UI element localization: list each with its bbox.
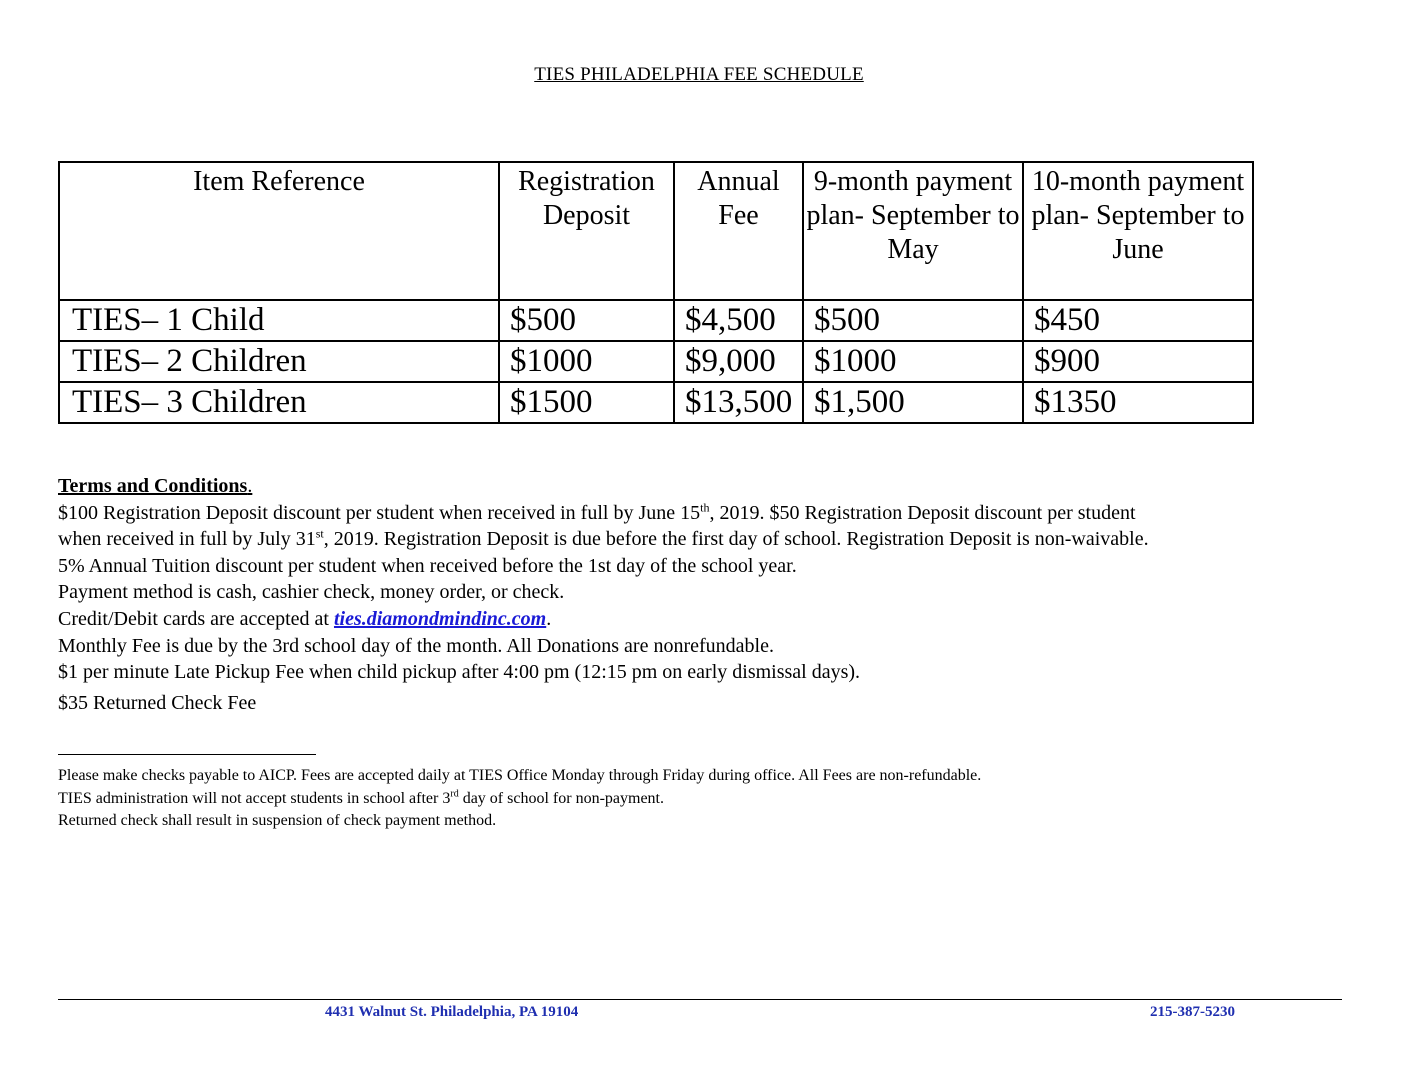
header-item-reference: Item Reference <box>59 162 499 300</box>
fee-table <box>58 161 1254 424</box>
terms-line-3: 5% Annual Tuition discount per student when received before the 1st day of the school year. <box>58 554 797 577</box>
terms-line-1 <box>58 500 1348 527</box>
cell-10-month: $450 <box>1023 300 1253 341</box>
footnote-line-2 <box>58 788 981 811</box>
superscript: th <box>700 499 710 514</box>
terms-text: Credit/Debit cards are accepted at <box>58 607 334 630</box>
footnote-divider <box>58 754 316 755</box>
table-row <box>59 382 1253 423</box>
header-9-month-plan: 9-month payment plan- September to May <box>803 162 1023 300</box>
terms-line-7: $1 per minute Late Pickup Fee when child pickup after 4:00 pm (12:15 pm on early dismissal days). <box>58 661 861 684</box>
cell-registration-deposit: $500 <box>499 300 674 341</box>
footnote-text: TIES administration will not accept students in school after 3 <box>58 789 451 807</box>
cell-item: TIES– 2 Children <box>59 341 499 382</box>
table-row <box>59 300 1253 341</box>
cell-10-month: $1350 <box>1023 382 1253 423</box>
header-annual-fee: Annual Fee <box>674 162 803 300</box>
footer-phone: 215-387-5230 <box>1150 1004 1235 1020</box>
cell-9-month: $500 <box>803 300 1023 341</box>
returned-check-fee: $35 Returned Check Fee <box>58 692 257 714</box>
terms-line-6: Monthly Fee is due by the 3rd school day of the month. All Donations are nonrefundable. <box>58 634 774 657</box>
terms-heading-line <box>58 473 1348 500</box>
footer-address: 4431 Walnut St. Philadelphia, PA 19104 <box>325 1004 579 1020</box>
cell-10-month: $900 <box>1023 341 1253 382</box>
terms-text: , 2019. Registration Deposit is due before the first day of school. Registration Deposit is non-waivable. <box>323 528 1149 551</box>
terms-heading-period: . <box>247 475 253 497</box>
table-header-row <box>59 162 1253 300</box>
page-title: TIES PHILADELPHIA FEE SCHEDULE <box>534 64 864 85</box>
terms-line-4: Payment method is cash, cashier check, money order, or check. <box>58 581 565 604</box>
cell-item: TIES– 1 Child <box>59 300 499 341</box>
cell-annual-fee: $13,500 <box>674 382 803 423</box>
superscript: st <box>315 526 324 541</box>
terms-text: . <box>546 607 552 630</box>
cell-annual-fee: $9,000 <box>674 341 803 382</box>
cell-annual-fee: $4,500 <box>674 300 803 341</box>
footnote-line-1: Please make checks payable to AICP. Fees are accepted daily at TIES Office Monday through Friday during office. All Fees are non-refundable. <box>58 767 982 784</box>
terms-text: when received in full by July 31 <box>58 528 316 551</box>
terms-text: $100 Registration Deposit discount per student when received in full by June 15 <box>58 501 701 524</box>
terms-text: , 2019. $50 Registration Deposit discount per student <box>709 501 1136 524</box>
website-link[interactable]: ties.diamondmindinc.com <box>333 607 547 630</box>
terms-line-5 <box>58 606 1348 633</box>
cell-registration-deposit: $1000 <box>499 341 674 382</box>
terms-line-2 <box>58 526 1348 553</box>
terms-heading: Terms and Conditions <box>58 475 248 497</box>
table-row <box>59 341 1253 382</box>
footnotes <box>58 765 981 833</box>
cell-registration-deposit: $1500 <box>499 382 674 423</box>
header-10-month-plan: 10-month payment plan- September to June <box>1023 162 1253 300</box>
cell-9-month: $1,500 <box>803 382 1023 423</box>
cell-item: TIES– 3 Children <box>59 382 499 423</box>
footnote-line-3: Returned check shall result in suspension of check payment method. <box>58 812 497 829</box>
footnote-text: day of school for non-payment. <box>458 789 664 807</box>
cell-9-month: $1000 <box>803 341 1023 382</box>
superscript: rd <box>450 788 459 800</box>
header-registration-deposit: Registration Deposit <box>499 162 674 300</box>
footer-divider <box>58 999 1342 1000</box>
terms-section <box>58 473 1348 686</box>
